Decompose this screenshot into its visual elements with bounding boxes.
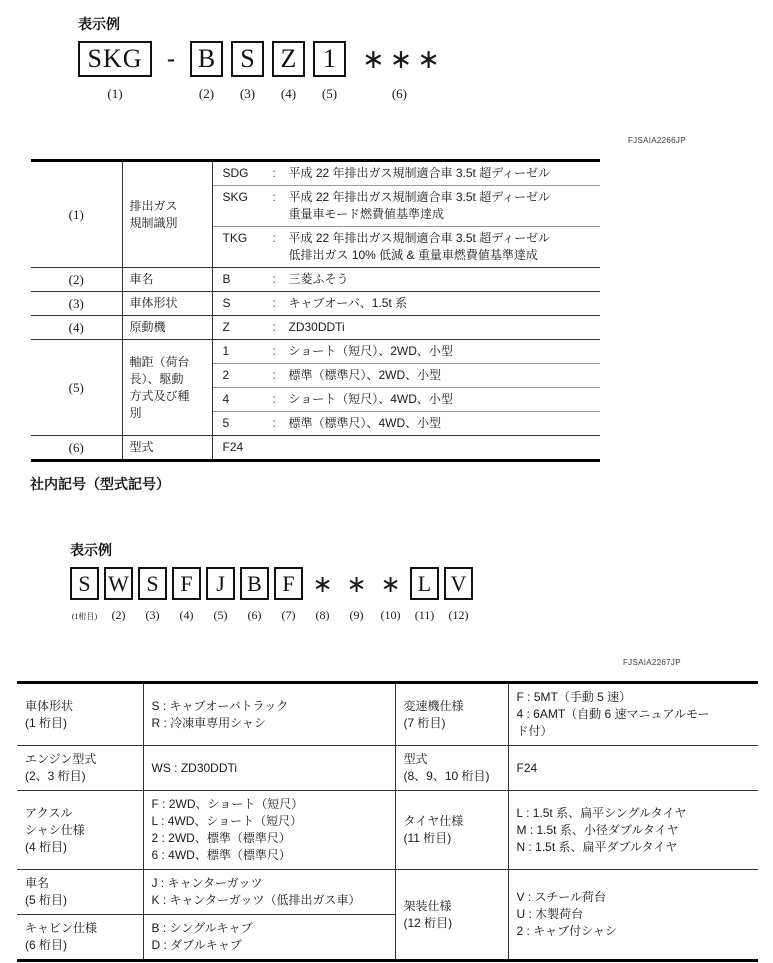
category-cell xyxy=(17,915,143,961)
internal-code-example-figure xyxy=(70,540,478,623)
colon: : xyxy=(272,344,276,358)
value-lines: WS : ZD30DDTi xyxy=(151,760,238,775)
position-label: (1桁目) xyxy=(71,612,98,621)
code-position xyxy=(410,567,439,623)
description-lines: キャブオーバ、1.5t 系 xyxy=(288,296,408,310)
code-box: S xyxy=(231,41,264,77)
code-entry-cell xyxy=(212,316,600,340)
position-label: (4) xyxy=(280,86,297,101)
row-number-cell: (4) xyxy=(31,316,122,340)
figure-id-2: FJSAIA2267JP xyxy=(623,658,681,667)
position-label: (9) xyxy=(349,608,364,622)
code-position xyxy=(274,567,303,623)
code-value: 2 xyxy=(222,368,230,382)
value-cell xyxy=(508,870,758,961)
description-lines: ショート（短尺）、4WD、小型 xyxy=(288,392,453,406)
code-value: TKG xyxy=(222,231,248,245)
asterisk: ∗ xyxy=(312,569,333,598)
value-lines: F : 5MT（手動 5 速） 4 : 6AMT（自動 6 速マニュアルモー ド付） xyxy=(516,690,710,738)
category-cell xyxy=(17,791,143,870)
code-value: 1 xyxy=(222,344,230,358)
code-boxes-row xyxy=(70,567,478,623)
colon: : xyxy=(272,392,276,406)
position-label: (2) xyxy=(198,86,215,101)
label-lines: 型式 xyxy=(129,440,154,454)
code-boxes-row xyxy=(78,41,453,102)
code-box: F xyxy=(274,567,303,600)
code-entry-cell xyxy=(212,292,600,316)
category-cell xyxy=(122,292,212,316)
label-lines: 原動機 xyxy=(129,320,166,334)
position-label: (5) xyxy=(321,86,338,101)
code-box: B xyxy=(240,567,269,600)
category-cell xyxy=(122,268,212,292)
code-value: Z xyxy=(222,320,230,334)
colon: : xyxy=(272,166,276,180)
row-number-cell: (6) xyxy=(31,436,122,461)
row-number-cell: (3) xyxy=(31,292,122,316)
code-position xyxy=(272,41,305,102)
star-position xyxy=(342,567,371,623)
code-box: B xyxy=(190,41,223,77)
asterisks: ∗∗∗ xyxy=(362,43,445,75)
code-entry-cell xyxy=(212,186,600,227)
category-cell xyxy=(395,870,508,961)
asterisk: ∗ xyxy=(380,569,401,598)
description-lines: ZD30DDTi xyxy=(288,320,345,334)
example-title: 表示例 xyxy=(78,16,120,32)
position-label: (4) xyxy=(179,608,194,622)
category-cell xyxy=(395,746,508,791)
position-label: (3) xyxy=(145,608,160,622)
label-lines: 型式 (8、9、10 桁目) xyxy=(403,752,490,783)
code-box-prefix: SKG xyxy=(78,41,152,77)
label-lines: 車名 (5 桁目) xyxy=(25,876,68,907)
value-lines: S : キャブオーバトラック R : 冷凍車専用シャシ xyxy=(151,698,289,730)
separator-position xyxy=(160,41,182,86)
code-entry-cell xyxy=(212,388,600,412)
code-position xyxy=(190,41,223,102)
value-lines: F24 xyxy=(516,760,538,775)
asterisk: ∗ xyxy=(346,569,367,598)
value-cell xyxy=(508,683,758,746)
position-label: (8) xyxy=(315,608,330,622)
value-cell xyxy=(508,791,758,870)
position-label: (6) xyxy=(247,608,262,622)
code-position xyxy=(104,567,133,623)
colon: : xyxy=(272,272,276,286)
category-cell xyxy=(17,746,143,791)
stars-position xyxy=(354,41,445,102)
category-cell xyxy=(17,870,143,915)
table-row xyxy=(17,683,758,746)
code-value: 5 xyxy=(222,416,230,430)
section-heading: 社内記号（型式記号） xyxy=(30,476,170,492)
position-label: (1) xyxy=(107,86,123,101)
label-lines: エンジン型式 (2、3 桁目) xyxy=(25,752,97,783)
label-lines: 車体形状 xyxy=(129,296,178,310)
code-value: F24 xyxy=(222,440,244,454)
position-label: (2) xyxy=(111,608,126,622)
label-lines: アクスル シャシ仕様 (4 桁目) xyxy=(25,805,85,854)
figure-id-1: FJSAIA2266JP xyxy=(628,136,686,145)
internal-symbol-table xyxy=(17,681,758,962)
row-number-cell: (2) xyxy=(31,268,122,292)
colon: : xyxy=(272,231,276,245)
value-lines: B : シングルキャブ D : ダブルキャブ xyxy=(151,921,253,952)
label-lines: 軸距（荷台 長）、駆動 方式及び種 別 xyxy=(129,354,190,420)
description-lines: 平成 22 年排出ガス規制適合車 3.5t 超ディーゼル 重量車モード燃費値基準達成 xyxy=(288,190,551,221)
code-value: B xyxy=(222,272,231,286)
code-entry-cell xyxy=(212,364,600,388)
value-cell xyxy=(508,746,758,791)
code-entry-cell xyxy=(212,227,600,268)
code-box: 1 xyxy=(313,41,346,77)
code-box: J xyxy=(206,567,235,600)
code-position xyxy=(240,567,269,623)
star-position xyxy=(308,567,337,623)
label-lines: 変速機仕様 (7 桁目) xyxy=(403,698,464,730)
code-position xyxy=(206,567,235,623)
code-entry-cell xyxy=(212,340,600,364)
value-cell xyxy=(143,746,395,791)
code-box: W xyxy=(104,567,133,600)
position-label: (12) xyxy=(448,608,469,622)
code-value: S xyxy=(222,296,231,310)
code-box: S xyxy=(138,567,167,600)
hyphen-separator: - xyxy=(167,45,175,72)
category-cell xyxy=(122,340,212,436)
emission-code-example-figure xyxy=(78,14,453,102)
label-lines: 車名 xyxy=(129,272,154,286)
label-lines: 架装仕様 (12 桁目) xyxy=(403,898,453,930)
value-lines: J : キャンターガッツ K : キャンターガッツ（低排出ガス車） xyxy=(151,876,361,907)
code-box: F xyxy=(172,567,201,600)
category-cell xyxy=(122,436,212,461)
code-position xyxy=(138,567,167,623)
description-lines: 標準（標準尺）、2WD、小型 xyxy=(288,368,442,382)
code-entry-cell xyxy=(212,412,600,436)
position-label: (6) xyxy=(391,86,408,101)
table-row xyxy=(17,791,758,870)
value-cell xyxy=(143,915,395,961)
description-lines: 平成 22 年排出ガス規制適合車 3.5t 超ディーゼル 低排出ガス 10% 低減 & 重量車燃費値基準達成 xyxy=(288,231,551,262)
colon: : xyxy=(272,190,276,204)
model-code-table xyxy=(31,159,600,462)
code-entry-cell xyxy=(212,268,600,292)
code-entry-cell xyxy=(212,436,600,461)
code-position xyxy=(231,41,264,102)
colon: : xyxy=(272,296,276,310)
value-lines: L : 1.5t 系、扁平シングルタイヤ M : 1.5t 系、小径ダブルタイヤ N : 1.5t 系、扁平ダブルタイヤ xyxy=(516,805,687,854)
value-cell xyxy=(143,683,395,746)
value-cell xyxy=(143,870,395,915)
code-box: L xyxy=(410,567,439,600)
label-lines: 車体形状 (1 桁目) xyxy=(25,698,74,730)
label-lines: キャビン仕様 (6 桁目) xyxy=(25,921,98,952)
position-label: (10) xyxy=(380,608,401,622)
table-row xyxy=(17,870,758,915)
row-number-cell: (1) xyxy=(31,161,122,268)
star-position xyxy=(376,567,405,623)
description-lines: 三菱ふそう xyxy=(288,272,349,286)
code-value: 4 xyxy=(222,392,230,406)
value-cell xyxy=(143,791,395,870)
value-lines: F : 2WD、ショート（短尺） L : 4WD、ショート（短尺） 2 : 2WD、標準（標準尺） 6 : 4WD、標準（標準尺） xyxy=(151,797,304,862)
example-title: 表示例 xyxy=(70,542,112,558)
label-lines: 排出ガス 規制識別 xyxy=(129,198,178,230)
code-box: V xyxy=(444,567,473,600)
code-entry-cell xyxy=(212,161,600,186)
category-cell xyxy=(395,683,508,746)
description-lines: 標準（標準尺）、4WD、小型 xyxy=(288,416,442,430)
code-position xyxy=(313,41,346,102)
code-value: SDG xyxy=(222,166,249,180)
description-lines: 平成 22 年排出ガス規制適合車 3.5t 超ディーゼル xyxy=(288,166,551,180)
position-label: (3) xyxy=(239,86,256,101)
category-cell xyxy=(395,791,508,870)
position-label: (11) xyxy=(414,608,435,622)
code-box: Z xyxy=(272,41,305,77)
colon: : xyxy=(272,416,276,430)
category-cell xyxy=(122,316,212,340)
code-box: S xyxy=(70,567,99,600)
table-row xyxy=(17,746,758,791)
category-cell xyxy=(17,683,143,746)
colon: : xyxy=(272,320,276,334)
code-position xyxy=(70,567,99,623)
description-lines: ショート（短尺）、2WD、小型 xyxy=(288,344,453,358)
row-number-cell: (5) xyxy=(31,340,122,436)
label-lines: タイヤ仕様 (11 桁目) xyxy=(403,814,464,845)
colon: : xyxy=(272,368,276,382)
position-label: (7) xyxy=(281,608,296,622)
category-cell xyxy=(122,161,212,268)
code-position xyxy=(78,41,152,102)
value-lines: V : スチール荷台 U : 木製荷台 2 : キャブ付シャシ xyxy=(516,890,617,938)
code-position xyxy=(444,567,473,623)
code-value: SKG xyxy=(222,190,248,204)
position-label: (5) xyxy=(213,608,228,622)
code-position xyxy=(172,567,201,623)
